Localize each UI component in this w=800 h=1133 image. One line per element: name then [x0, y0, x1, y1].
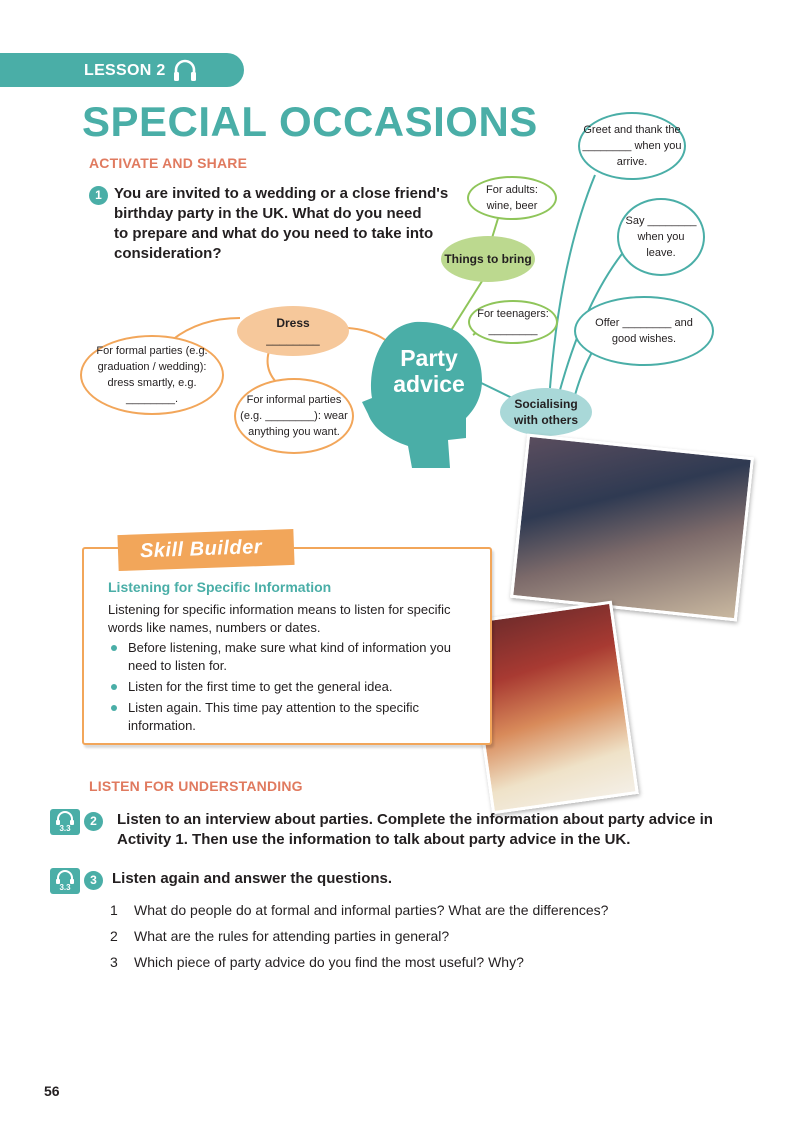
mindmap-center: [386, 345, 472, 397]
activity-1-text: [114, 184, 454, 264]
teens-blank: ________: [488, 324, 538, 336]
connector-formal: [172, 318, 240, 340]
page-title: SPECIAL OCCASIONS: [82, 98, 538, 145]
say-line: Say ________: [625, 215, 697, 227]
socialising-line: Socialising: [514, 397, 578, 411]
informal-line: For informal parties: [246, 394, 342, 406]
activity-number-2: 2: [84, 812, 103, 831]
list-item: [108, 699, 478, 735]
bullet-icon: [111, 645, 117, 651]
say-line: when you: [637, 231, 685, 243]
informal-line: anything you want.: [248, 426, 340, 438]
mindmap-adults: [467, 176, 557, 220]
mindmap-center-line: advice: [393, 371, 465, 397]
mindmap-teenagers: [468, 300, 558, 344]
activity-number-1: 1: [89, 186, 108, 205]
say-line: leave.: [646, 247, 676, 259]
formal-line: dress smartly, e.g.: [107, 377, 197, 389]
party-photo: [510, 434, 754, 622]
mindmap-offer: [574, 296, 714, 366]
activity-1-line: You are invited to a wedding or a close friend's: [114, 185, 449, 202]
skill-builder-subtitle: Listening for Specific Information: [108, 579, 332, 595]
adults-line: For adults:: [486, 184, 538, 196]
mindmap-say: [617, 198, 705, 276]
greet-line: arrive.: [616, 156, 648, 168]
question-number: 1: [110, 902, 118, 918]
lesson-tab: [0, 53, 244, 87]
formal-line: For formal parties (e.g.: [96, 345, 208, 357]
list-item: [110, 949, 608, 975]
headphones-icon: [54, 870, 76, 884]
list-item: [108, 678, 478, 696]
question-text: What are the rules for attending parties in general?: [134, 928, 450, 944]
bullet-icon: [111, 684, 117, 690]
activity-2-line: Activity 1. Then use the information to talk about party advice in the UK.: [117, 831, 631, 848]
question-list: [110, 897, 608, 975]
greet-line: ________ when you: [582, 140, 682, 152]
teens-label: For teenagers:: [477, 308, 549, 320]
skill-builder-intro: Listening for specific information means to listen for specific words like names, numbers or dates.: [108, 602, 451, 635]
activity-1-line: to prepare and what do you need to take into: [114, 225, 434, 242]
formal-line: graduation / wedding):: [97, 361, 207, 373]
mindmap-center-line: Party: [400, 345, 458, 371]
skill-point: Listen for the first time to get the general idea.: [128, 679, 393, 694]
question-text: Which piece of party advice do you find the most useful? Why?: [134, 954, 524, 970]
skill-point: Before listening, make sure what kind of information you need to listen for.: [128, 640, 452, 673]
page-number: 56: [44, 1083, 60, 1099]
headphones-icon: [171, 57, 199, 83]
dress-blank: ________: [266, 332, 320, 346]
question-number: 3: [110, 954, 118, 970]
activity-number-3: 3: [84, 871, 103, 890]
activity-1-line: consideration?: [114, 245, 222, 262]
question-text: What do people do at formal and informal parties? What are the differences?: [134, 902, 609, 918]
mindmap-things-to-bring: Things to bring: [441, 236, 535, 282]
audio-track-button[interactable]: [50, 809, 80, 835]
mindmap-dress: [237, 306, 349, 356]
audio-track-number: 3.3: [59, 824, 71, 833]
skill-builder-list: [108, 639, 478, 738]
informal-line: (e.g. ________): wear: [240, 410, 348, 422]
socialising-line: with others: [513, 413, 578, 427]
audio-track-number: 3.3: [59, 883, 71, 892]
offer-line: good wishes.: [611, 333, 677, 345]
activity-2-text: [117, 810, 757, 850]
activity-1-line: birthday party in the UK. What do you need: [114, 205, 422, 222]
listen-heading: LISTEN FOR UNDERSTANDING: [89, 778, 303, 794]
skill-point: Listen again. This time pay attention to the specific information.: [128, 700, 419, 733]
mindmap-formal: [80, 335, 224, 415]
audio-track-button[interactable]: [50, 868, 80, 894]
activate-heading: ACTIVATE AND SHARE: [89, 155, 248, 171]
bullet-icon: [111, 705, 117, 711]
adults-line: wine, beer: [486, 200, 538, 212]
headphones-icon: [54, 811, 76, 825]
mindmap-greet: [578, 112, 686, 180]
skill-builder-tag: [117, 529, 294, 571]
formal-line: ________.: [126, 393, 178, 405]
list-item: [108, 639, 478, 675]
mindmap-socialising: [500, 388, 592, 436]
activity-2-line: Listen to an interview about parties. Complete the information about party advice in: [117, 811, 713, 828]
list-item: [110, 897, 608, 923]
list-item: [110, 923, 608, 949]
offer-line: Offer ________ and: [595, 317, 693, 329]
greet-line: Greet and thank the: [583, 124, 681, 136]
dress-label: Dress: [276, 316, 310, 330]
lesson-label: LESSON 2: [84, 62, 166, 79]
connector-greet: [550, 175, 595, 388]
activity-3-text: Listen again and answer the questions.: [112, 870, 393, 887]
question-number: 2: [110, 928, 118, 944]
mindmap-informal: [234, 378, 354, 454]
skill-builder-title: Skill Builder: [139, 536, 263, 563]
